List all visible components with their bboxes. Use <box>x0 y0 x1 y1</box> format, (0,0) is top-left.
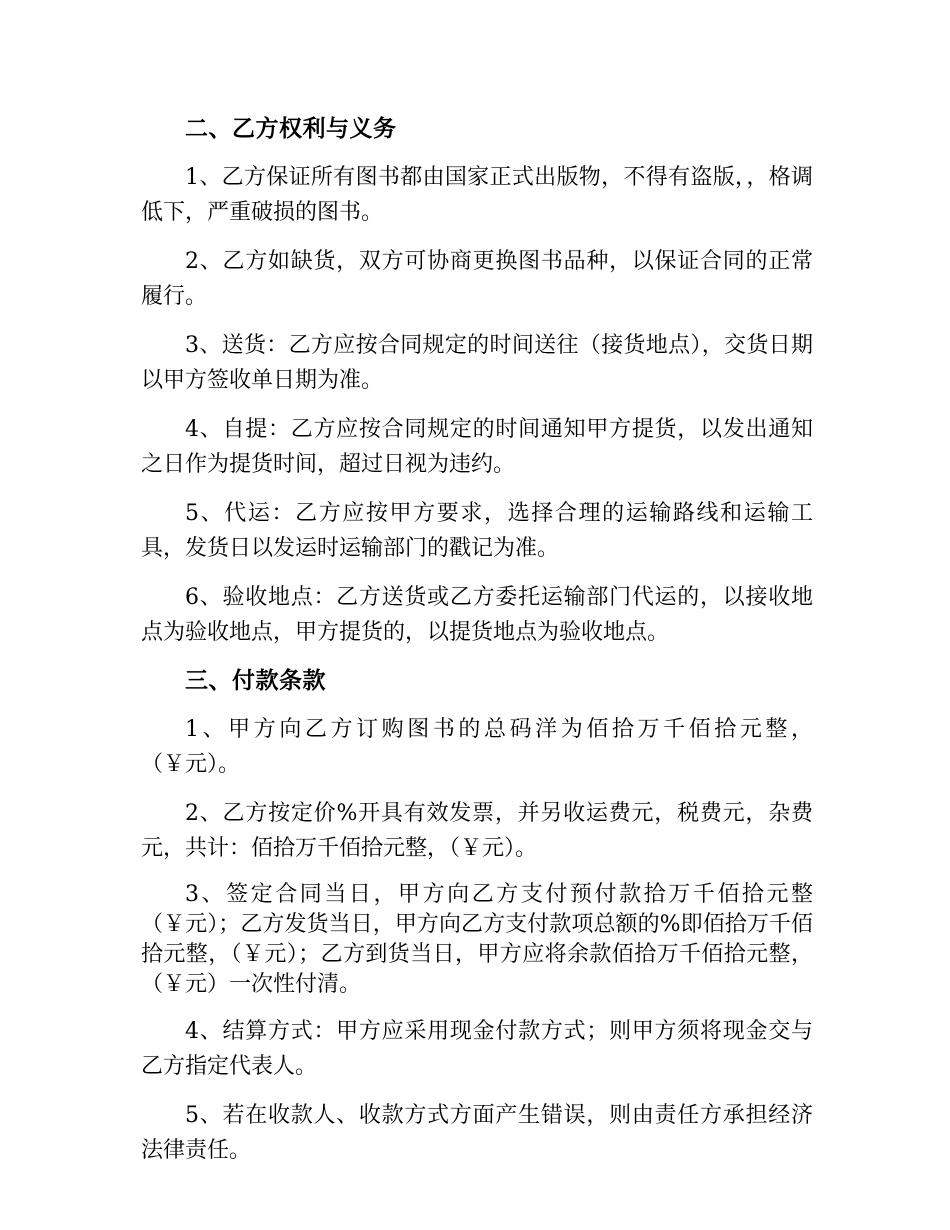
paragraph-3-1: 1、甲方向乙方订购图书的总码洋为佰拾万千佰拾元整，（￥元）。 <box>141 717 813 777</box>
section-heading-seller-rights: 二、乙方权利与义务 <box>185 116 397 142</box>
paragraph-3-4: 4、结算方式：甲方应采用现金付款方式；则甲方须将现金交与乙方指定代表人。 <box>141 1019 813 1079</box>
paragraph-2-2: 2、乙方如缺货，双方可协商更换图书品种，以保证合同的正常履行。 <box>141 249 813 309</box>
paragraph-3-5: 5、若在收款人、收款方式方面产生错误，则由责任方承担经济法律责任。 <box>141 1103 813 1163</box>
section-heading-payment-terms: 三、付款条款 <box>185 668 326 694</box>
paragraph-2-3: 3、送货：乙方应按合同规定的时间送往（接货地点），交货日期以甲方签收单日期为准。 <box>141 333 813 393</box>
document-body <box>141 112 813 1182</box>
paragraph-2-6: 6、验收地点：乙方送货或乙方委托运输部门代运的，以接收地点为验收地点，甲方提货的，以提货地点为验收地点。 <box>141 585 813 645</box>
paragraph-3-3: 3、签定合同当日，甲方向乙方支付预付款拾万千佰拾元整（￥元）；乙方发货当日，甲方向乙方支付款项总额的%即佰拾万千佰拾元整，（￥元）；乙方到货当日，甲方应将余款佰拾万千佰拾元整，（￥元）一次性付清。 <box>141 882 813 997</box>
paragraph-2-4: 4、自提：乙方应按合同规定的时间通知甲方提货，以发出通知之日作为提货时间，超过日视为违约。 <box>141 417 813 477</box>
paragraph-3-2: 2、乙方按定价%开具有效发票，并另收运费元，税费元，杂费元，共计：佰拾万千佰拾元整，（￥元）。 <box>141 801 813 861</box>
paragraph-2-1: 1、乙方保证所有图书都由国家正式出版物，不得有盗版，，格调低下，严重破损的图书。 <box>141 165 813 225</box>
paragraph-2-5: 5、代运：乙方应按甲方要求，选择合理的运输路线和运输工具，发货日以发运时运输部门的戳记为准。 <box>141 501 813 561</box>
